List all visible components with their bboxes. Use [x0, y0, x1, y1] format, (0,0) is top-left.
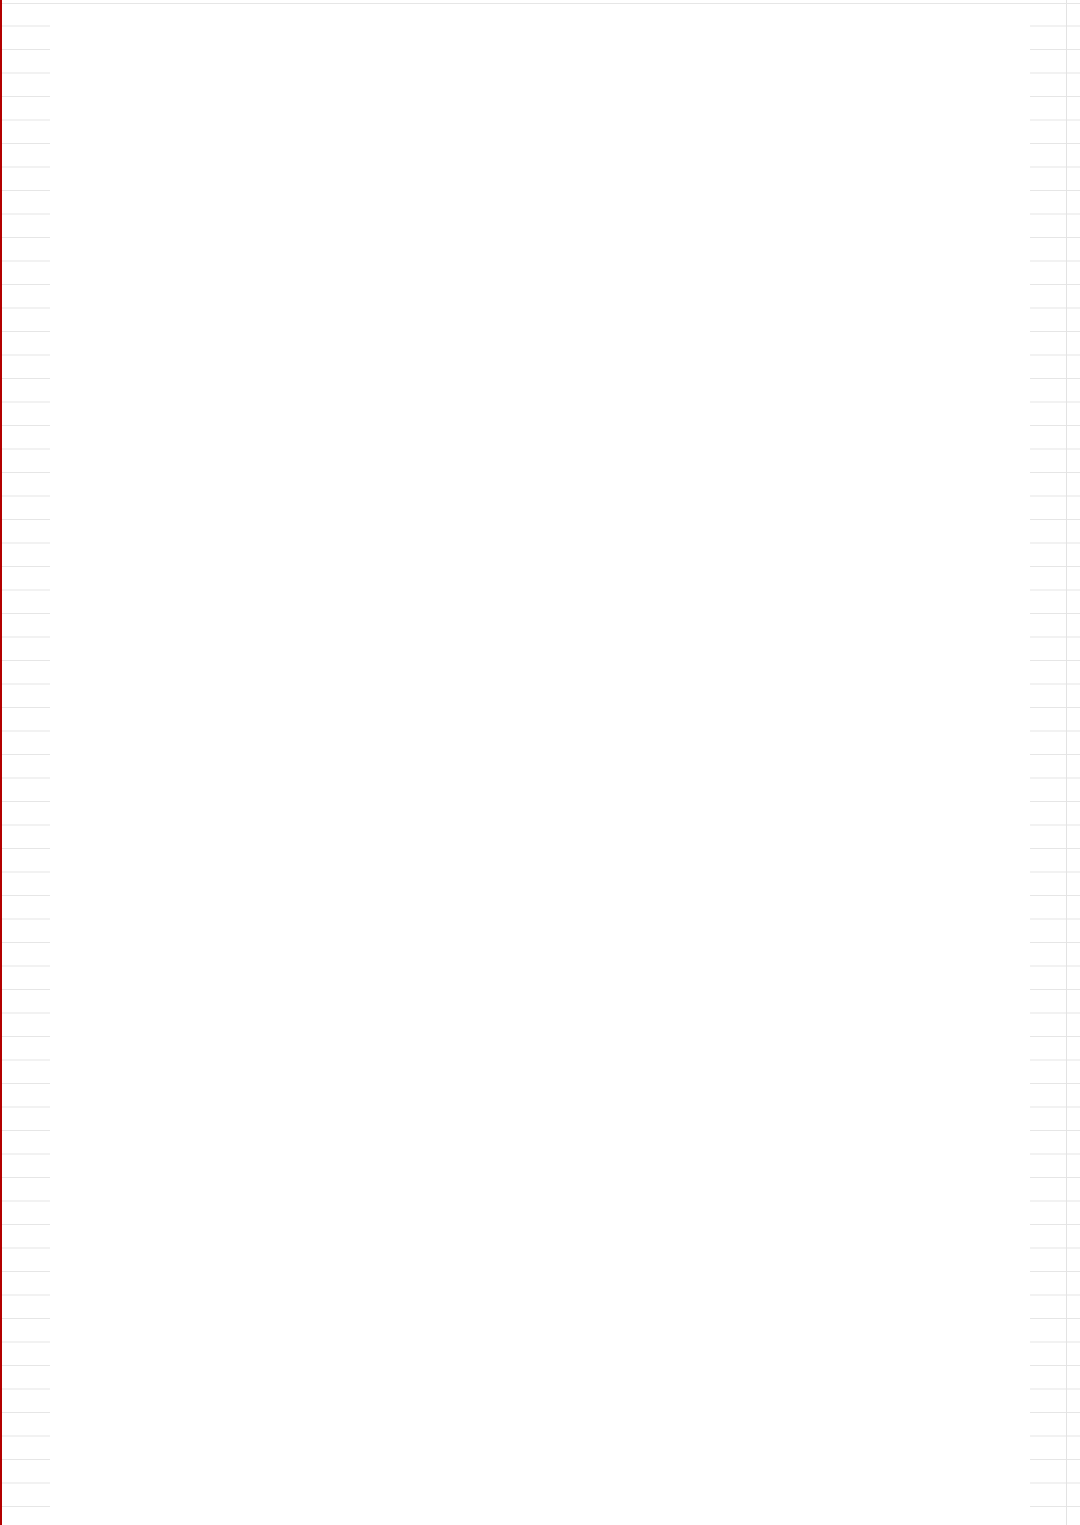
- sheet-right-margin-gridlines: [1030, 0, 1080, 1525]
- sheet-left-margin-gridlines: [0, 0, 50, 1525]
- sheet-gridline-vertical: [1066, 0, 1067, 1525]
- left-table-border-line: [0, 0, 2, 1525]
- sheet-gridline-horizontal: [0, 3, 1080, 4]
